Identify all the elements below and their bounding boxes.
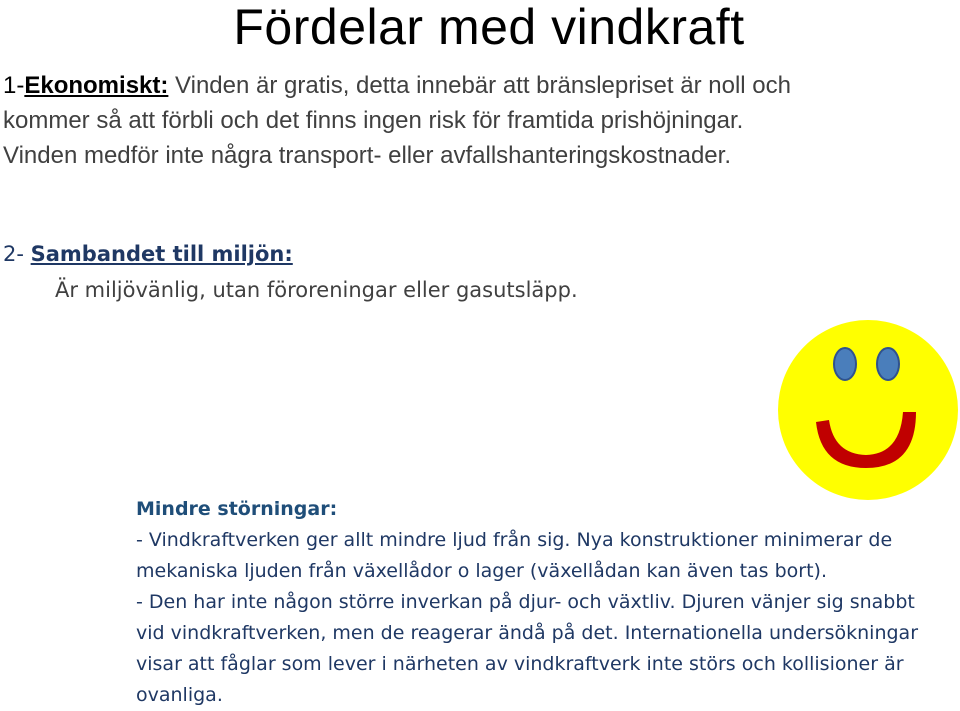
section-disturbance-heading: Mindre störningar: xyxy=(136,498,338,520)
section-economic-label: Ekonomiskt: xyxy=(24,72,169,99)
section-economic-text: Vinden är gratis, detta innebär att bränslepriset är noll och kommer så att förbli och det finns ingen risk för framtida prishöjningar. Vinden medför inte några transport- eller avfallshanteringskostnader. xyxy=(3,72,791,169)
section-economic xyxy=(3,68,793,173)
smiley-left-eye xyxy=(834,348,856,380)
section-disturbance-paragraph-wildlife: - Den har inte någon större inverkan på djur- och växtliv. Djuren vänjer sig snabbt vid vindkraftverken, men de reagerar ändå på det. Internationella undersökningar visar att fåglar som lever i närheten av vindkraftverk inte störs och kollisioner är ovanliga. xyxy=(136,591,919,706)
smiley-face-icon xyxy=(776,318,960,502)
section-environment-text: Är miljövänlig, utan föroreningar eller gasutsläpp. xyxy=(55,278,578,302)
section-environment-label: Sambandet till miljön: xyxy=(30,242,293,266)
section-economic-number: 1- xyxy=(3,72,25,99)
section-disturbance xyxy=(136,494,936,711)
smiley-right-eye xyxy=(877,348,899,380)
section-environment-number: 2- xyxy=(3,242,31,266)
section-disturbance-paragraph-noise: - Vindkraftverken ger allt mindre ljud från sig. Nya konstruktioner minimerar de mekaniska ljuden från växellådor o lager (växellådan kan även tas bort). xyxy=(136,529,893,582)
slide-title: Fördelar med vindkraft xyxy=(233,0,745,55)
smiley-face xyxy=(778,320,958,500)
section-environment xyxy=(3,236,763,308)
